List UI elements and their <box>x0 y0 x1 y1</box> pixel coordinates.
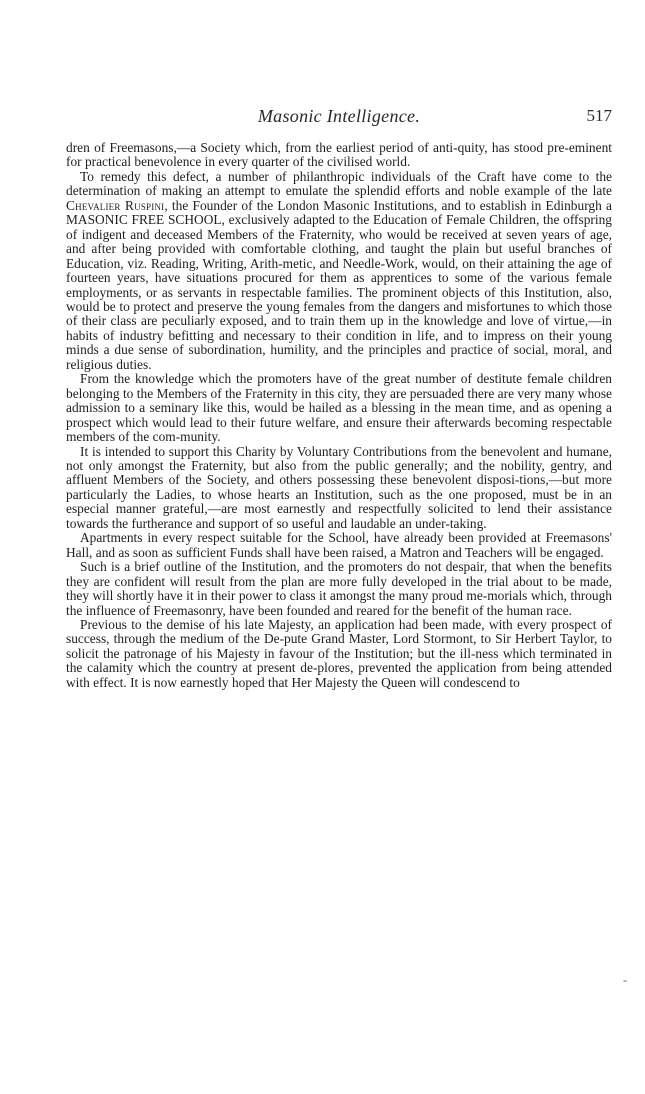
paragraph <box>66 372 612 444</box>
running-title: Masonic Intelligence. <box>257 106 421 126</box>
paragraph-text: To remedy this defect, a number of philanthropic individuals of the Craft have come to the determination of making an attempt to emulate the splendid efforts and noble example of the late <box>66 168 612 199</box>
paragraph-text: , the Founder of the London Masonic Institutions, and to establish in Edinburgh a MASONIC FREE SCHOOL, exclusively adapted to the Education of Female Children, the offspring of indigent and deceased Members of the Fraternity, who would be received at seven years of age, and after being provided with comfortable clothing, and taught the plain but useful branches of Education, viz. Reading, Writing, Arith-metic, and Needle-Work, would, on their attaining the age of fourteen years, have situations procured for them as apprentices to some of the various female employments, or as servants in respectable families. The prominent objects of this Institution, also, would be to protect and preserve the young females from the dangers and misfortunes to which those of their class are peculiarly exposed, and to train them up in the knowledge and love of virtue,—in habits of industry befitting and necessary to their condition in life, and to impress on their young minds a due sense of subordination, humility, and the principles and practice of social, moral, and religious duties. <box>66 197 612 372</box>
paragraph-text: From the knowledge which the promoters have of the great number of destitute female children belonging to the Members of the Fraternity in this city, they are persuaded there are very many whose admission to a seminary like this, would be hailed as a blessing in the mean time, and as opening a prospect which would lead to their future welfare, and ensure their afterwards becoming respectable members of the com-munity. <box>66 371 612 445</box>
paragraph <box>66 141 612 170</box>
paragraph <box>66 531 612 560</box>
paragraph <box>66 560 612 618</box>
article-body <box>66 141 612 690</box>
paragraph <box>66 170 612 372</box>
margin-mark: - <box>623 973 627 987</box>
page-header <box>66 106 612 130</box>
paragraph <box>66 445 612 532</box>
paragraph-text: Previous to the demise of his late Majesty, an application had been made, with every prospect of success, through the medium of the De-pute Grand Master, Lord Stormont, to Sir Herbert Taylor, to solicit the patronage of his Majesty in favour of the Institution; but the ill-ness which terminated in the calamity which the country at present de-plores, prevented the application from being attended with effect. It is now earnestly hoped that Her Majesty the Queen will condescend to <box>66 616 612 690</box>
paragraph-text: dren of Freemasons,—a Society which, from the earliest period of anti-quity, has stood pre-eminent for practical benevolence in every quarter of the civilised world. <box>66 140 612 170</box>
paragraph-text: Such is a brief outline of the Institution, and the promoters do not despair, that when the benefits they are confident will result from the plan are more fully developed in the trial about to be made, they will shortly have it in their power to class it amongst the many proud me-morials which, through the influence of Freemasonry, have been founded and reared for the benefit of the human race. <box>66 559 612 618</box>
page-number: 517 <box>586 106 612 125</box>
paragraph <box>66 618 612 690</box>
proper-name: Chevalier Ruspini <box>66 197 165 213</box>
paragraph-text: It is intended to support this Charity by Voluntary Contributions from the benevolent and humane, not only amongst the Fraternity, but also from the public generally; and the nobility, gentry, and affluent Members of the Society, and others possessing these benevolent disposi-tions,—but more particularly the Ladies, to whose hearts an Institution, such as the one proposed, must be in an especial manner grateful,—are most earnestly and respectfully solicited to lend their assistance towards the furtherance and support of so useful and laudable an under-taking. <box>66 443 612 531</box>
paragraph-text: Apartments in every respect suitable for the School, have already been provided at Freemasons' Hall, and as soon as sufficient Funds shall have been raised, a Matron and Teachers will be engaged. <box>66 530 612 560</box>
